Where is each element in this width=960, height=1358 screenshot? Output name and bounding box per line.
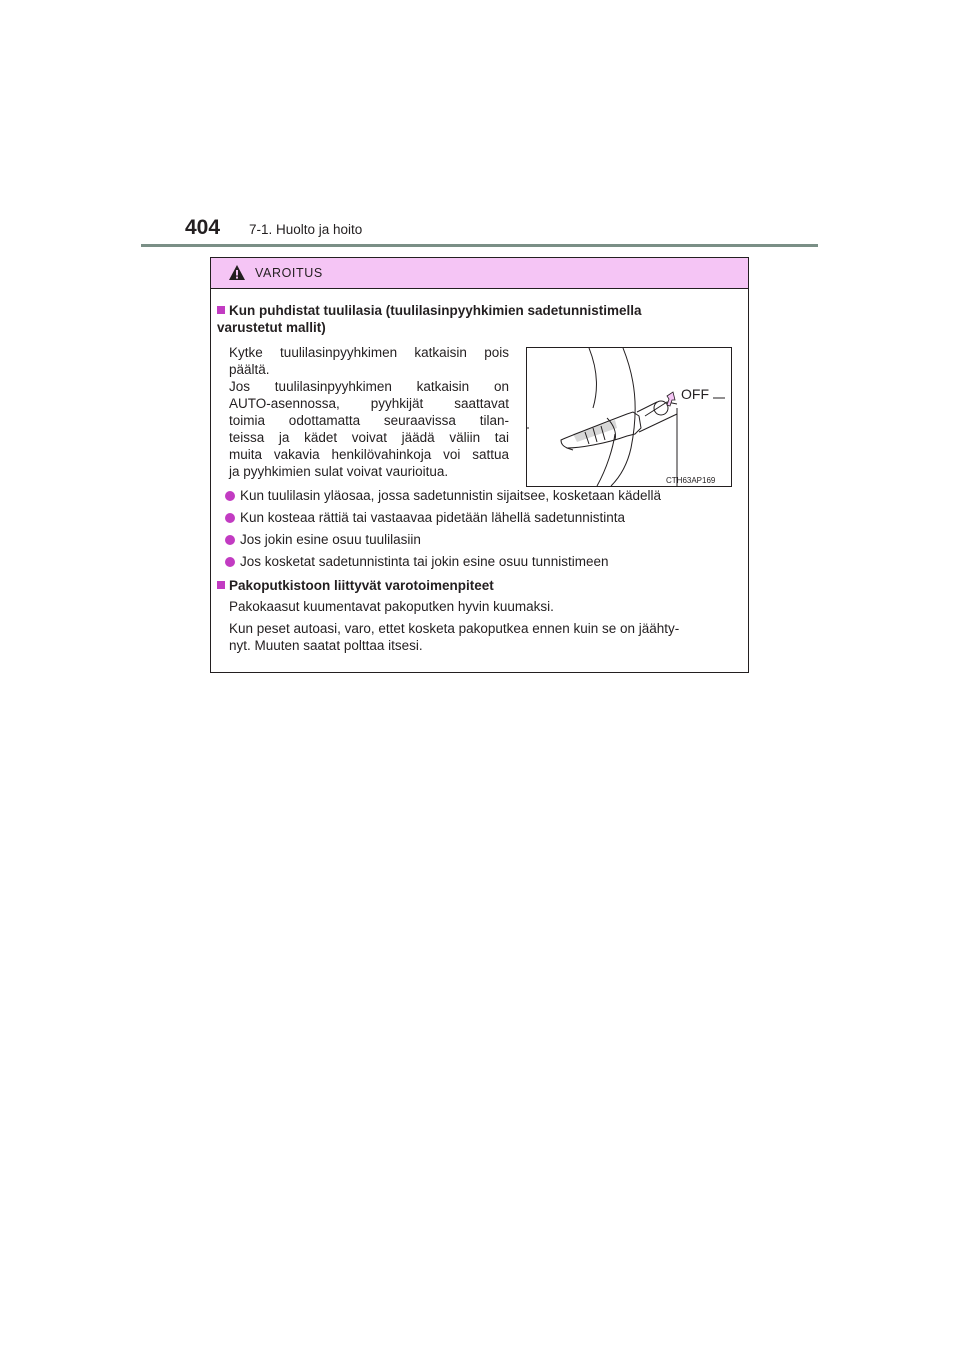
warning-triangle-icon	[228, 264, 246, 281]
intro-line: päältä.	[229, 362, 270, 377]
section-title: 7-1. Huolto ja hoito	[249, 222, 363, 237]
page-header	[185, 216, 825, 246]
section-heading-exhaust: Pakoputkistoon liittyvät varotoimenpiteet	[217, 577, 494, 594]
square-bullet-icon	[217, 581, 225, 589]
round-bullet-icon	[225, 491, 235, 501]
page-number: 404	[185, 216, 221, 239]
list-item: Kun kosteaa rättiä tai vastaavaa pidetään lähellä sadetunnistinta	[225, 509, 745, 526]
exhaust-paragraph-line: nyt. Muuten saatat polttaa itsesi.	[229, 638, 423, 653]
warning-header	[211, 258, 748, 289]
wiper-switch-figure	[526, 347, 732, 487]
intro-line: teissa ja kädet voivat jäädä väliin tai	[229, 430, 509, 445]
intro-line: ja pyyhkimien sulat voivat vaurioitua.	[229, 464, 449, 479]
figure-code: CTH63AP169	[666, 476, 716, 485]
warning-label: VAROITUS	[255, 266, 323, 280]
intro-line: toimia odottamatta seuraavissa tilan-	[229, 413, 509, 428]
intro-line: Kytke tuulilasinpyyhkimen katkaisin pois	[229, 345, 509, 360]
exhaust-paragraph: Pakokaasut kuumentavat pakoputken hyvin kuumaksi.	[229, 599, 554, 614]
list-item: Jos kosketat sadetunnistinta tai jokin esine osuu tunnistimeen	[225, 553, 745, 570]
off-label: OFF	[681, 386, 709, 402]
section-heading-wiper: Kun puhdistat tuulilasia (tuulilasinpyyhkimien sadetunnistimella varustetut mallit)	[217, 303, 642, 335]
round-bullet-icon	[225, 557, 235, 567]
intro-line: muita vakavia henkilövahinkoja voi sattua	[229, 447, 509, 462]
wiper-intro-text	[229, 344, 509, 480]
exhaust-paragraph-line: Kun peset autoasi, varo, ettet kosketa pakoputkea ennen kuin se on jäähty-	[229, 621, 680, 636]
list-item: Jos jokin esine osuu tuulilasiin	[225, 531, 745, 548]
intro-line: AUTO-asennossa, pyyhkijät saattavat	[229, 396, 509, 411]
wiper-conditions-list	[225, 487, 745, 575]
header-divider	[141, 244, 818, 247]
square-bullet-icon	[217, 306, 225, 314]
intro-line: Jos tuulilasinpyyhkimen katkaisin on	[229, 379, 509, 394]
warning-box	[210, 257, 749, 673]
list-item: Kun tuulilasin yläosaa, jossa sadetunnistin sijaitsee, kosketaan kädellä	[225, 487, 745, 504]
round-bullet-icon	[225, 513, 235, 523]
exhaust-text	[229, 598, 745, 659]
round-bullet-icon	[225, 535, 235, 545]
wiper-stalk-illustration	[527, 348, 731, 486]
